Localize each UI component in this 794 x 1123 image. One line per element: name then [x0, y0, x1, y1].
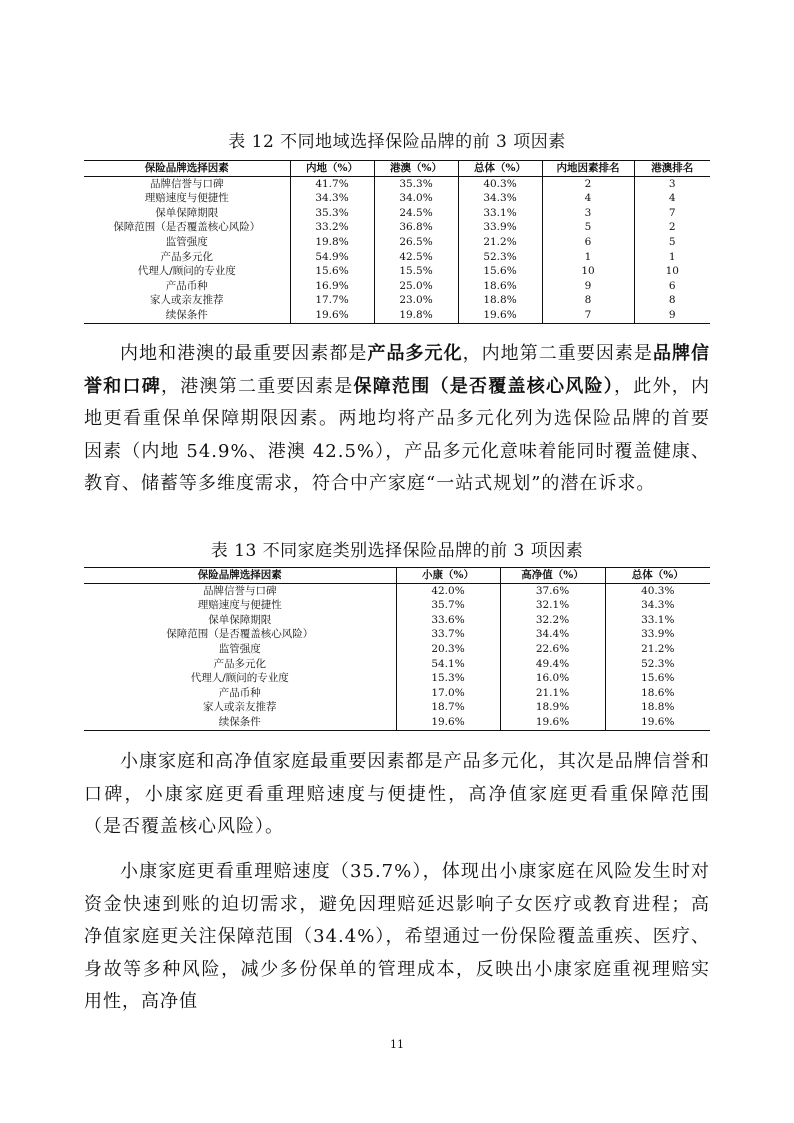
- overall-value: 34.3%: [605, 598, 710, 613]
- overall-value: 18.6%: [458, 279, 542, 294]
- hk-macau-value: 35.3%: [374, 176, 458, 191]
- overall-value: 33.1%: [605, 613, 710, 628]
- mainland-rank: 10: [542, 264, 634, 279]
- table-12-region-factors: [84, 160, 710, 324]
- hk-macau-value: 24.5%: [374, 206, 458, 221]
- hk-macau-rank: 6: [634, 279, 710, 294]
- table-row: [84, 293, 710, 308]
- factor-name: 产品币种: [218, 686, 261, 699]
- high-net-worth-value: 22.6%: [500, 642, 605, 657]
- overall-value: 18.8%: [458, 293, 542, 308]
- table-row: [84, 642, 710, 657]
- mainland-rank: 5: [542, 220, 634, 235]
- header-hk-macau-rank: 港澳排名: [634, 161, 710, 177]
- overall-value: 33.9%: [605, 627, 710, 642]
- mainland-rank: 6: [542, 235, 634, 250]
- para1-text-1: 内地和港澳的最重要因素都是: [120, 343, 368, 364]
- header-mainland: 内地（%）: [290, 161, 374, 177]
- factor-name: 代理人/顾问的专业度: [137, 265, 236, 278]
- page-number: 11: [390, 1038, 404, 1051]
- table-row: [84, 191, 710, 206]
- header-overall: 总体（%）: [458, 161, 542, 177]
- factor-name: 品牌信誉与口碑: [203, 584, 277, 597]
- header-mainland-rank: 内地因素排名: [542, 161, 634, 177]
- hk-macau-value: 25.0%: [374, 279, 458, 294]
- table-row: [84, 598, 710, 613]
- factor-name: 监管强度: [165, 235, 208, 248]
- factor-name: 保单保障期限: [155, 206, 219, 219]
- mainland-rank: 1: [542, 250, 634, 265]
- mainland-rank: 4: [542, 191, 634, 206]
- hk-macau-value: 15.5%: [374, 264, 458, 279]
- hk-macau-value: 23.0%: [374, 293, 458, 308]
- hk-macau-rank: 2: [634, 220, 710, 235]
- para1-text-3: ，港澳第二重要因素是: [161, 375, 354, 397]
- table-header-row: [84, 568, 710, 584]
- table-row: [84, 700, 710, 715]
- mainland-rank: 8: [542, 293, 634, 308]
- overall-value: 40.3%: [458, 176, 542, 191]
- overall-value: 15.6%: [458, 264, 542, 279]
- factor-name: 产品多元化: [213, 657, 266, 670]
- hk-macau-rank: 8: [634, 293, 710, 308]
- xiaokang-value: 54.1%: [396, 657, 500, 672]
- hk-macau-rank: 7: [634, 206, 710, 221]
- table-row: [84, 279, 710, 294]
- mainland-value: 41.7%: [290, 176, 374, 191]
- overall-value: 19.6%: [458, 308, 542, 323]
- table-row: [84, 176, 710, 191]
- factor-name: 保障范围（是否覆盖核心风险）: [166, 628, 314, 641]
- mainland-value: 19.6%: [290, 308, 374, 323]
- overall-value: 52.3%: [458, 250, 542, 265]
- hk-macau-value: 34.0%: [374, 191, 458, 206]
- header-high-net-worth: 高净值（%）: [500, 568, 605, 584]
- paragraph-region-analysis: [84, 338, 710, 501]
- hk-macau-rank: 9: [634, 308, 710, 323]
- mainland-value: 19.8%: [290, 235, 374, 250]
- para1-bold-product-diversity: 产品多元化: [367, 343, 463, 364]
- xiaokang-value: 19.6%: [396, 715, 500, 730]
- para1-bold-coverage-scope: 保障范围（是否覆盖核心风险）: [353, 375, 614, 397]
- mainland-value: 15.6%: [290, 264, 374, 279]
- table-12-caption: 表 12 不同地域选择保险品牌的前 3 项因素: [228, 132, 566, 152]
- high-net-worth-value: 49.4%: [500, 657, 605, 672]
- high-net-worth-value: 37.6%: [500, 583, 605, 598]
- table-row: [84, 686, 710, 701]
- factor-name: 保障范围（是否覆盖核心风险）: [113, 221, 261, 234]
- hk-macau-rank: 5: [634, 235, 710, 250]
- table-row: [84, 583, 710, 598]
- factor-name: 家人或亲友推荐: [150, 294, 224, 307]
- overall-value: 19.6%: [605, 715, 710, 730]
- paragraph-household-summary: 小康家庭和高净值家庭最重要因素都是产品多元化，其次是品牌信誉和口碑，小康家庭更看重理赔速度与便捷性，高净值家庭更看重保障范围（是否覆盖核心风险）。: [84, 751, 710, 837]
- para1-text-4: ，此外，内地更看重保单保障期限因素。两地均将产品多元化列为选保险品牌的首要因素（内地 54.9%、港澳 42.5%），产品多元化意味着能同时覆盖健康、教育、储蓄等多维度需求，符合中产家庭“一站式规划”的潜在诉求。: [84, 375, 710, 494]
- table-row: [84, 220, 710, 235]
- hk-macau-value: 36.8%: [374, 220, 458, 235]
- hk-macau-value: 42.5%: [374, 250, 458, 265]
- table-row: [84, 264, 710, 279]
- table-header-row: [84, 161, 710, 177]
- overall-value: 40.3%: [605, 583, 710, 598]
- overall-value: 34.3%: [458, 191, 542, 206]
- para1-text-2: ，内地第二重要因素是: [462, 343, 653, 364]
- mainland-rank: 7: [542, 308, 634, 323]
- hk-macau-rank: 1: [634, 250, 710, 265]
- mainland-rank: 3: [542, 206, 634, 221]
- header-factor: 保险品牌选择因素: [84, 568, 396, 584]
- mainland-value: 54.9%: [290, 250, 374, 265]
- table-row: [84, 250, 710, 265]
- high-net-worth-value: 16.0%: [500, 671, 605, 686]
- header-xiaokang: 小康（%）: [396, 568, 500, 584]
- overall-value: 18.8%: [605, 700, 710, 715]
- factor-name: 品牌信誉与口碑: [150, 177, 224, 190]
- high-net-worth-value: 21.1%: [500, 686, 605, 701]
- para1-bold-brand-reputation: 品牌信誉和口碑: [84, 343, 711, 397]
- xiaokang-value: 17.0%: [396, 686, 500, 701]
- factor-name: 理赔速度与便捷性: [144, 192, 229, 205]
- factor-name: 产品多元化: [160, 250, 213, 263]
- hk-macau-value: 19.8%: [374, 308, 458, 323]
- paragraph-household-analysis: 小康家庭更看重理赔速度（35.7%），体现出小康家庭在风险发生时对资金快速到账的迫切需求，避免因理赔延迟影响子女医疗或教育进程；高净值家庭更关注保障范围（34.4%），希望通过一份保险覆盖重疾、医疗、身故等多种风险，减少多份保单的管理成本，反映出小康家庭重视理赔实用性，高净值: [84, 861, 710, 1012]
- overall-value: 33.1%: [458, 206, 542, 221]
- table-row: [84, 308, 710, 323]
- header-hk-macau: 港澳（%）: [374, 161, 458, 177]
- xiaokang-value: 20.3%: [396, 642, 500, 657]
- table-row: [84, 235, 710, 250]
- hk-macau-value: 26.5%: [374, 235, 458, 250]
- table-13-household-factors: [84, 567, 710, 731]
- factor-name: 理赔速度与便捷性: [197, 599, 282, 612]
- xiaokang-value: 42.0%: [396, 583, 500, 598]
- overall-value: 18.6%: [605, 686, 710, 701]
- factor-name: 续保条件: [84, 308, 290, 323]
- overall-value: 33.9%: [458, 220, 542, 235]
- mainland-value: 17.7%: [290, 293, 374, 308]
- overall-value: 15.6%: [605, 671, 710, 686]
- mainland-value: 34.3%: [290, 191, 374, 206]
- table-row: [84, 715, 710, 730]
- table-row: [84, 671, 710, 686]
- high-net-worth-value: 34.4%: [500, 627, 605, 642]
- overall-value: 52.3%: [605, 657, 710, 672]
- factor-name: 产品币种: [165, 279, 208, 292]
- hk-macau-rank: 4: [634, 191, 710, 206]
- mainland-value: 35.3%: [290, 206, 374, 221]
- high-net-worth-value: 19.6%: [500, 715, 605, 730]
- xiaokang-value: 35.7%: [396, 598, 500, 613]
- mainland-rank: 9: [542, 279, 634, 294]
- hk-macau-rank: 10: [634, 264, 710, 279]
- high-net-worth-value: 32.1%: [500, 598, 605, 613]
- factor-name: 监管强度: [218, 642, 261, 655]
- mainland-value: 16.9%: [290, 279, 374, 294]
- mainland-rank: 2: [542, 176, 634, 191]
- high-net-worth-value: 32.2%: [500, 613, 605, 628]
- overall-value: 21.2%: [605, 642, 710, 657]
- table-row: [84, 613, 710, 628]
- header-overall: 总体（%）: [605, 568, 710, 584]
- hk-macau-rank: 3: [634, 176, 710, 191]
- overall-value: 21.2%: [458, 235, 542, 250]
- factor-name: 家人或亲友推荐: [203, 701, 277, 714]
- table-13-caption: 表 13 不同家庭类别选择保险品牌的前 3 项因素: [210, 541, 584, 561]
- xiaokang-value: 18.7%: [396, 700, 500, 715]
- factor-name: 续保条件: [84, 715, 396, 730]
- xiaokang-value: 15.3%: [396, 671, 500, 686]
- table-row: [84, 657, 710, 672]
- xiaokang-value: 33.6%: [396, 613, 500, 628]
- high-net-worth-value: 18.9%: [500, 700, 605, 715]
- factor-name: 代理人/顾问的专业度: [190, 672, 289, 685]
- factor-name: 保单保障期限: [208, 613, 272, 626]
- table-row: [84, 627, 710, 642]
- table-row: [84, 206, 710, 221]
- mainland-value: 33.2%: [290, 220, 374, 235]
- xiaokang-value: 33.7%: [396, 627, 500, 642]
- header-factor: 保险品牌选择因素: [84, 161, 290, 177]
